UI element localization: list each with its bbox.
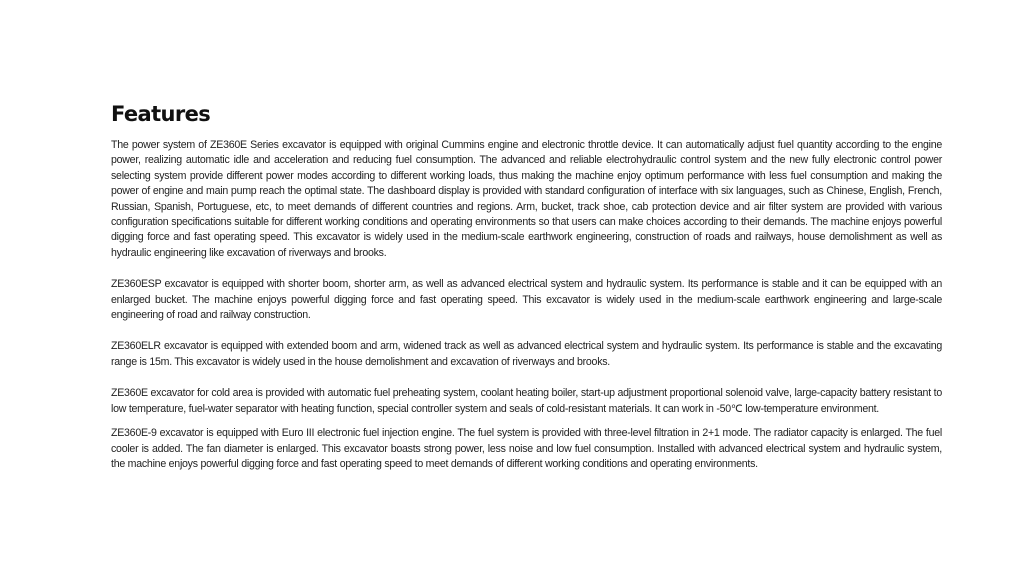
paragraph-ze360e-9: ZE360E-9 excavator is equipped with Euro III electronic fuel injection engine. The fuel system is provided with three-level filtration in 2+1 mode. The radiator capacity is enlarged. The fuel cooler is added. The fan diameter is enlarged. This excavator boasts strong power, less noise and low fuel consumption. Installed with advanced electrical system and hydraulic system, the machine enjoys powerful digging force and fast operating speed to meet demands of different working conditions and operating environments. — [111, 427, 942, 470]
section-title: Features — [111, 102, 211, 126]
paragraph-ze360elr: ZE360ELR excavator is equipped with extended boom and arm, widened track as well as advanced electrical system and hydraulic system. Its performance is stable and the excavating range is 15m. This excavator is widely used in the house demolishment and excavation of riverways and brooks. — [111, 340, 942, 368]
paragraph-cold-area: ZE360E excavator for cold area is provided with automatic fuel preheating system, coolant heating boiler, start-up adjustment proportional solenoid valve, large-capacity battery resistant to low temperature, fuel-water separator with heating function, special controller system and seals of cold-resistant materials. It can work in -50℃ low-temperature environment. — [111, 387, 942, 415]
paragraph-power-system: The power system of ZE360E Series excavator is equipped with original Cummins engine and electronic throttle device. It can automatically adjust fuel quantity according to the engine power, realizing automatic idle and acceleration and reducing fuel consumption. The advanced and reliable electrohydraulic control system and the new fully electronic control power selecting system provide different power modes according to different working loads, thus making the machine enjoy optimum performance with less fuel consumption and making the power of engine and main pump reach the optimal state. The dashboard display is provided with standard configuration of interface with six languages, such as Chinese, English, French, Russian, Spanish, Portuguese, etc, to meet demands of different countries and regions. Arm, bucket, track shoe, cab protection device and air filter system are provided with various configuration specifications suitable for different working conditions and operating environments so that users can make choices according to their demands. The machine enjoys powerful digging force and fast operating speed. This excavator is widely used in the medium-scale earthwork engineering, construction of roads and railways, house demolishment as well as hydraulic engineering like excavation of riverways and brooks. — [111, 139, 942, 259]
paragraph-ze360esp: ZE360ESP excavator is equipped with shorter boom, shorter arm, as well as advanced electrical system and hydraulic system. Its performance is stable and it can be equipped with an enlarged bucket. The machine enjoys powerful digging force and fast operating speed. This excavator is widely used in the medium-scale earthwork engineering and large-scale engineering of road and railway construction. — [111, 278, 942, 322]
features-section — [111, 100, 942, 472]
